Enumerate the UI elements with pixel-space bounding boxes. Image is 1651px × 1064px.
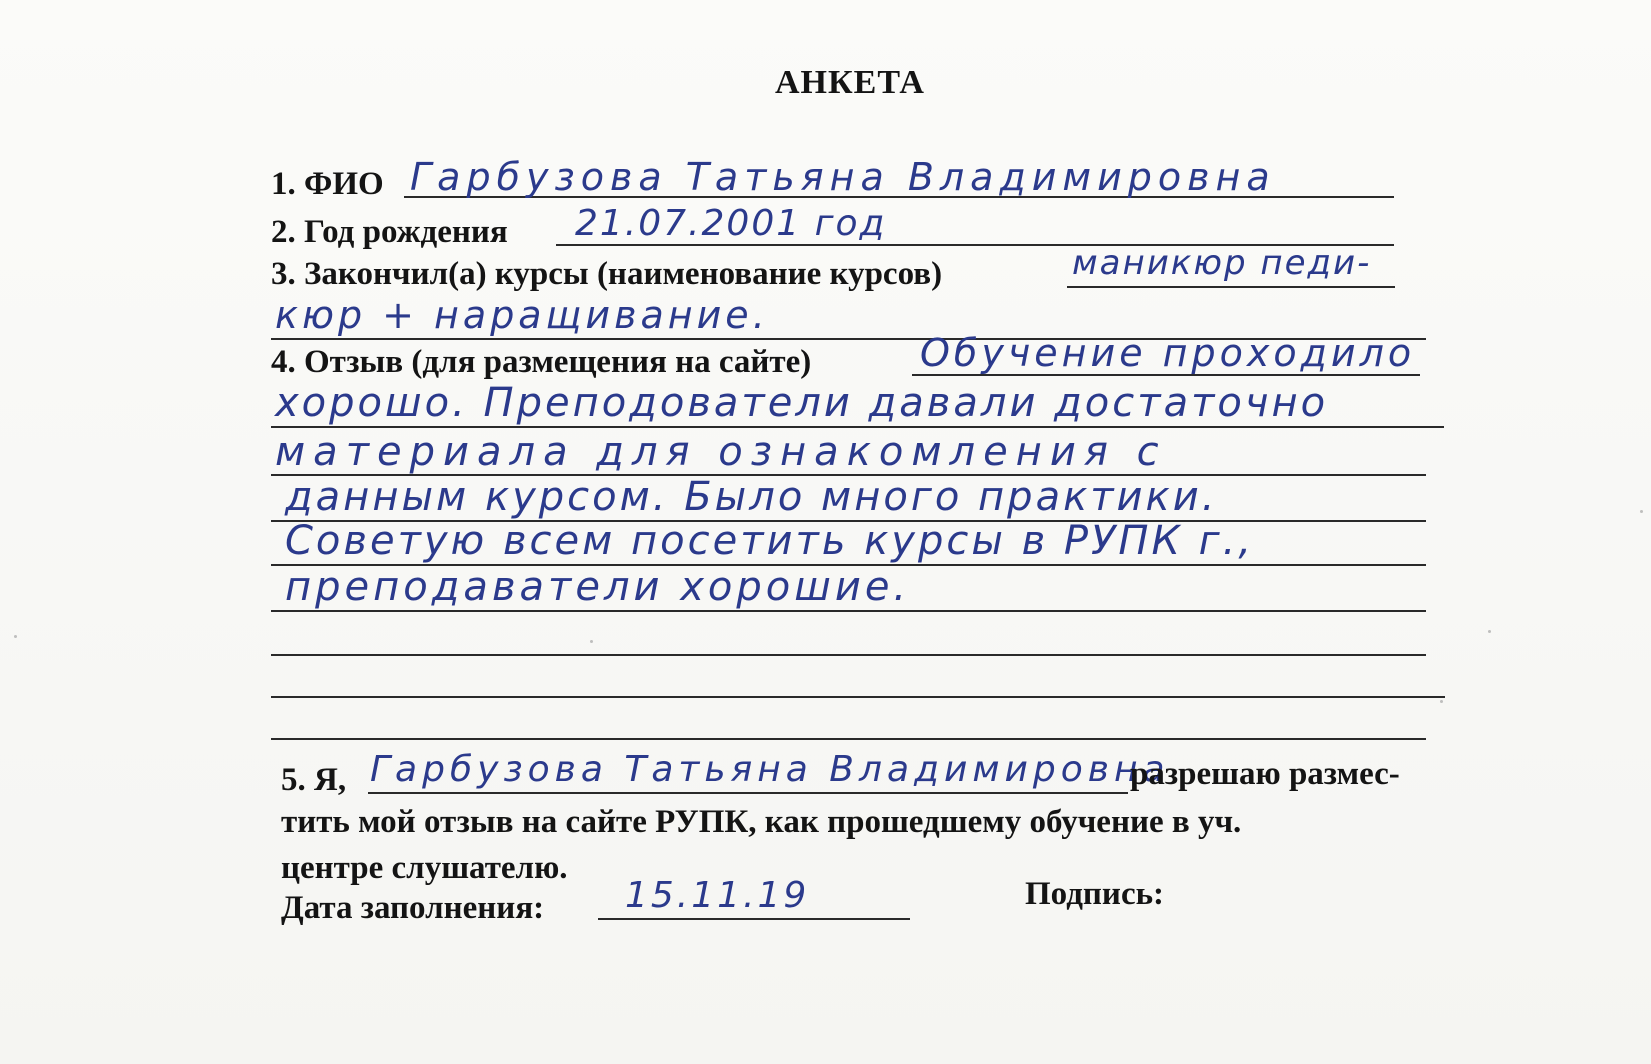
- date-handwritten: 15.11.19: [625, 875, 810, 916]
- fio-handwritten: Гарбузова Татьяна Владимировна: [410, 155, 1276, 199]
- review-underline-7: [271, 654, 1426, 656]
- review-underline-9: [271, 738, 1426, 740]
- scan-speck: [1440, 700, 1443, 703]
- birth-label: 2. Год рождения: [271, 214, 508, 250]
- review-label: 4. Отзыв (для размещения на сайте): [271, 344, 812, 380]
- date-label: Дата заполнения:: [281, 890, 545, 926]
- review-line-6: преподаватели хорошие.: [285, 564, 911, 610]
- review-line-2: хорошо. Преподователи давали достаточно: [275, 380, 1329, 426]
- review-underline-6: [271, 610, 1426, 612]
- consent-name-handwritten: Гарбузова Татьяна Владимировна: [370, 749, 1170, 790]
- scan-speck: [1640, 510, 1643, 513]
- signature-label: Подпись:: [1025, 876, 1165, 912]
- consent-text-line-2: тить мой отзыв на сайте РУПК, как прошедшему обучение в уч.: [281, 804, 1242, 840]
- review-line-1: Обучение проходило: [920, 331, 1416, 375]
- consent-name-underline: [368, 792, 1128, 794]
- scan-speck: [590, 640, 593, 643]
- review-underline-8: [271, 696, 1445, 698]
- courses-handwritten-2: кюр + наращивание.: [275, 293, 769, 337]
- consent-text-line-1: разрешаю размес-: [1130, 756, 1400, 792]
- courses-label: 3. Закончил(а) курсы (наименование курсов): [271, 256, 943, 292]
- review-line-5: Советую всем посетить курсы в РУПК г.,: [285, 518, 1255, 564]
- form-title: АНКЕТА: [775, 64, 925, 101]
- review-underline-2: [271, 426, 1444, 428]
- scan-speck: [1488, 630, 1491, 633]
- review-line-3: материала для ознакомления с: [275, 429, 1167, 475]
- fio-label: 1. ФИО: [271, 166, 384, 202]
- date-underline: [598, 918, 910, 920]
- courses-handwritten-1: маникюр педи-: [1072, 243, 1372, 283]
- review-line-4: данным курсом. Было много практики.: [285, 474, 1218, 520]
- birth-handwritten: 21.07.2001 год: [575, 203, 887, 244]
- consent-prefix: 5. Я,: [281, 762, 347, 798]
- consent-text-line-3: центре слушателю.: [281, 850, 568, 886]
- scan-speck: [14, 635, 17, 638]
- courses-underline-1: [1067, 286, 1395, 288]
